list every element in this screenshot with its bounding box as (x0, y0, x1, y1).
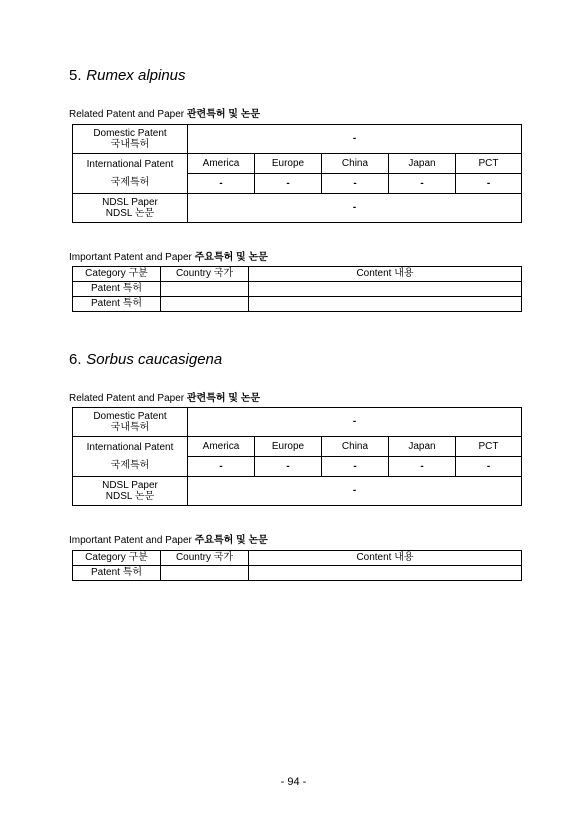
country-pct: PCT (456, 154, 522, 174)
important-patent-table (72, 550, 522, 581)
col-category: Category 구분 (73, 551, 161, 566)
row-content (249, 282, 522, 297)
value-china: - (322, 174, 389, 194)
important-patent-table (72, 266, 522, 312)
domestic-ko: 국내특허 (110, 139, 150, 150)
important-label (69, 531, 268, 546)
country-europe: Europe (255, 437, 322, 457)
important-label-ko: 주요특허 및 논문 (194, 252, 268, 263)
col-category: Category 구분 (73, 267, 161, 282)
ndsl-ko: NDSL 논문 (105, 491, 155, 502)
row-category: Patent 특허 (73, 566, 161, 581)
country-japan: Japan (389, 437, 456, 457)
row-content (249, 297, 522, 312)
value-europe: - (255, 457, 322, 477)
domestic-header (73, 125, 188, 154)
table-row (73, 297, 522, 312)
domestic-value: - (188, 125, 522, 154)
section-number: 6. (69, 351, 82, 368)
table-row (73, 566, 522, 581)
country-pct: PCT (456, 437, 522, 457)
species-name: Sorbus caucasigena (86, 351, 223, 368)
related-label-ko: 관련특허 및 논문 (186, 109, 261, 120)
related-label (69, 105, 260, 120)
ndsl-value: - (188, 194, 522, 223)
ndsl-ko: NDSL 논문 (105, 208, 155, 219)
row-country (161, 297, 249, 312)
international-ko: 국제특허 (110, 176, 150, 188)
country-america: America (188, 437, 255, 457)
row-country (161, 566, 249, 581)
related-patent-table (72, 407, 522, 506)
ndsl-header (73, 194, 188, 223)
related-patent-table (72, 124, 522, 223)
related-label-ko: 관련특허 및 논문 (186, 393, 261, 404)
important-label-en: Important Patent and Paper (69, 252, 192, 263)
row-content (249, 566, 522, 581)
value-america: - (188, 457, 255, 477)
page-number: - 94 - (280, 776, 307, 788)
section-number: 5. (69, 67, 82, 84)
international-en: International Patent (86, 159, 174, 170)
country-china: China (322, 154, 389, 174)
domestic-header (73, 408, 188, 437)
international-ko: 국제특허 (110, 459, 150, 471)
row-country (161, 282, 249, 297)
domestic-value: - (188, 408, 522, 437)
international-header (73, 437, 188, 477)
section-6-title (69, 350, 222, 368)
important-label-en: Important Patent and Paper (69, 535, 192, 546)
country-china: China (322, 437, 389, 457)
country-america: America (188, 154, 255, 174)
value-china: - (322, 457, 389, 477)
ndsl-header (73, 477, 188, 506)
important-label-ko: 주요특허 및 논문 (194, 535, 268, 546)
value-japan: - (389, 174, 456, 194)
international-header (73, 154, 188, 194)
ndsl-en: NDSL Paper (102, 479, 158, 491)
related-label-en: Related Patent and Paper (69, 109, 185, 120)
domestic-en: Domestic Patent (93, 127, 167, 139)
value-europe: - (255, 174, 322, 194)
value-pct: - (456, 174, 522, 194)
col-content: Content 내용 (249, 267, 522, 282)
value-america: - (188, 174, 255, 194)
country-japan: Japan (389, 154, 456, 174)
row-category: Patent 특허 (73, 282, 161, 297)
important-label (69, 248, 268, 263)
ndsl-en: NDSL Paper (102, 196, 158, 208)
international-en: International Patent (86, 442, 174, 453)
domestic-ko: 국내특허 (110, 422, 150, 433)
domestic-en: Domestic Patent (93, 410, 167, 422)
col-country: Country 국가 (161, 551, 249, 566)
related-label-en: Related Patent and Paper (69, 393, 185, 404)
col-content: Content 내용 (249, 551, 522, 566)
row-category: Patent 특허 (73, 297, 161, 312)
value-japan: - (389, 457, 456, 477)
col-country: Country 국가 (161, 267, 249, 282)
value-pct: - (456, 457, 522, 477)
section-5-title (69, 66, 186, 84)
related-label (69, 389, 260, 404)
table-row (73, 282, 522, 297)
species-name: Rumex alpinus (86, 67, 186, 84)
ndsl-value: - (188, 477, 522, 506)
country-europe: Europe (255, 154, 322, 174)
